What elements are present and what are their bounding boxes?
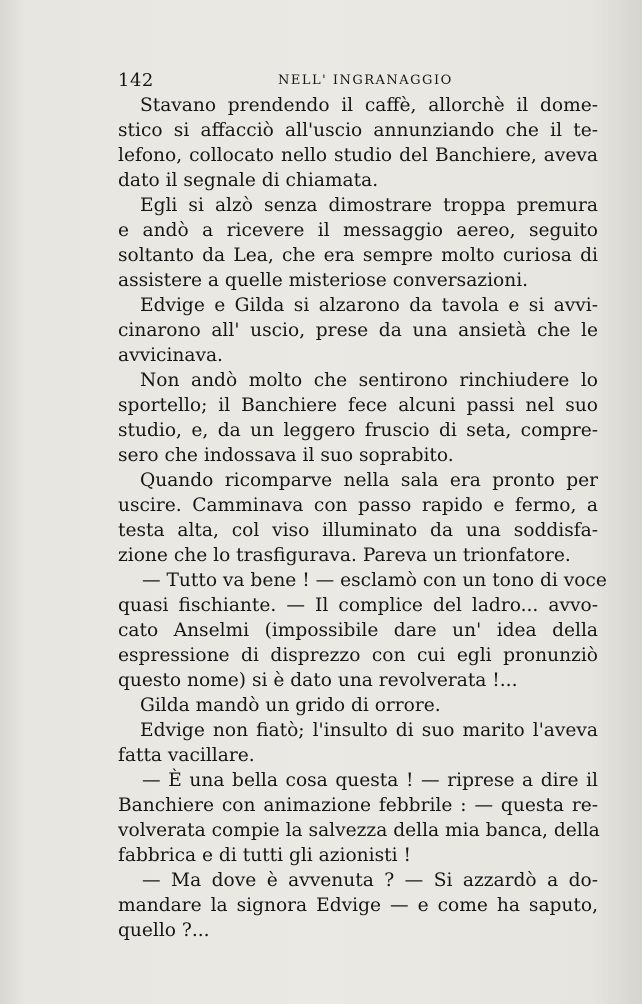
text-line: Edvige e Gilda si alzarono da tavola e si avvi- — [140, 295, 598, 316]
text-line: — Tutto va bene ! — esclamò con un tono di voce — [142, 570, 607, 591]
page-number: 142 — [118, 70, 154, 91]
text-line: questo nome) si è dato una revolverata !... — [118, 670, 518, 691]
text-line: sero che indossava il suo soprabito. — [118, 445, 454, 466]
body-text — [118, 93, 607, 943]
text-line: cato Anselmi (impossibile dare un' idea della — [118, 620, 598, 641]
text-line: cinarono all' uscio, prese da una ansietà che le — [118, 320, 598, 341]
text-line: espressione di disprezzo con cui egli pronunziò — [118, 645, 598, 666]
text-line: Quando ricomparve nella sala era pronto per — [140, 470, 598, 491]
text-line: lefono, collocato nello studio del Banchiere, aveva — [118, 145, 598, 166]
text-line: mandare la signora Edvige — e come ha saputo, — [118, 895, 598, 916]
text-line: testa alta, col viso illuminato da una soddisfa- — [118, 520, 598, 541]
running-title: NELL' INGRANAGGIO — [278, 73, 453, 88]
text-line: Stavano prendendo il caffè, allorchè il dome- — [140, 95, 598, 116]
text-line: Banchiere con animazione febbrile : — questa re- — [118, 795, 598, 816]
text-line: — Ma dove è avvenuta ? — Si azzardò a do- — [142, 870, 598, 891]
text-line: zione che lo trasfigurava. Pareva un trionfatore. — [118, 545, 571, 566]
text-line: stico si affacciò all'uscio annunziando che il te- — [118, 120, 598, 141]
text-line: Edvige non fiatò; l'insulto di suo marito l'aveva — [140, 720, 598, 741]
text-line: Gilda mandò un grido di orrore. — [140, 695, 441, 716]
text-line: Non andò molto che sentirono rinchiudere lo — [140, 370, 598, 391]
text-line: studio, e, da un leggero fruscio di seta, compre- — [118, 420, 598, 441]
text-line: fabbrica e di tutti gli azionisti ! — [118, 845, 411, 866]
text-line: assistere a quelle misteriose conversazioni. — [118, 270, 529, 291]
text-line: quasi fischiante. — Il complice del ladro... avvo- — [118, 595, 598, 616]
text-line: quello ?... — [118, 920, 210, 941]
text-line: volverata compie la salvezza della mia banca, della — [118, 820, 600, 841]
text-line: dato il segnale di chiamata. — [118, 170, 379, 191]
text-line: soltanto da Lea, che era sempre molto curiosa di — [118, 245, 598, 266]
text-line: e andò a ricevere il messaggio aereo, seguito — [118, 220, 598, 241]
text-line: Egli si alzò senza dimostrare troppa premura — [140, 195, 598, 216]
running-head — [118, 70, 598, 94]
text-line: fatta vacillare. — [118, 745, 255, 766]
text-line: avvicinava. — [118, 345, 223, 366]
text-line: — È una bella cosa questa ! — riprese a dire il — [142, 770, 598, 791]
text-line: sportello; il Banchiere fece alcuni passi nel suo — [118, 395, 598, 416]
text-line: uscire. Camminava con passo rapido e fermo, a — [118, 495, 598, 516]
